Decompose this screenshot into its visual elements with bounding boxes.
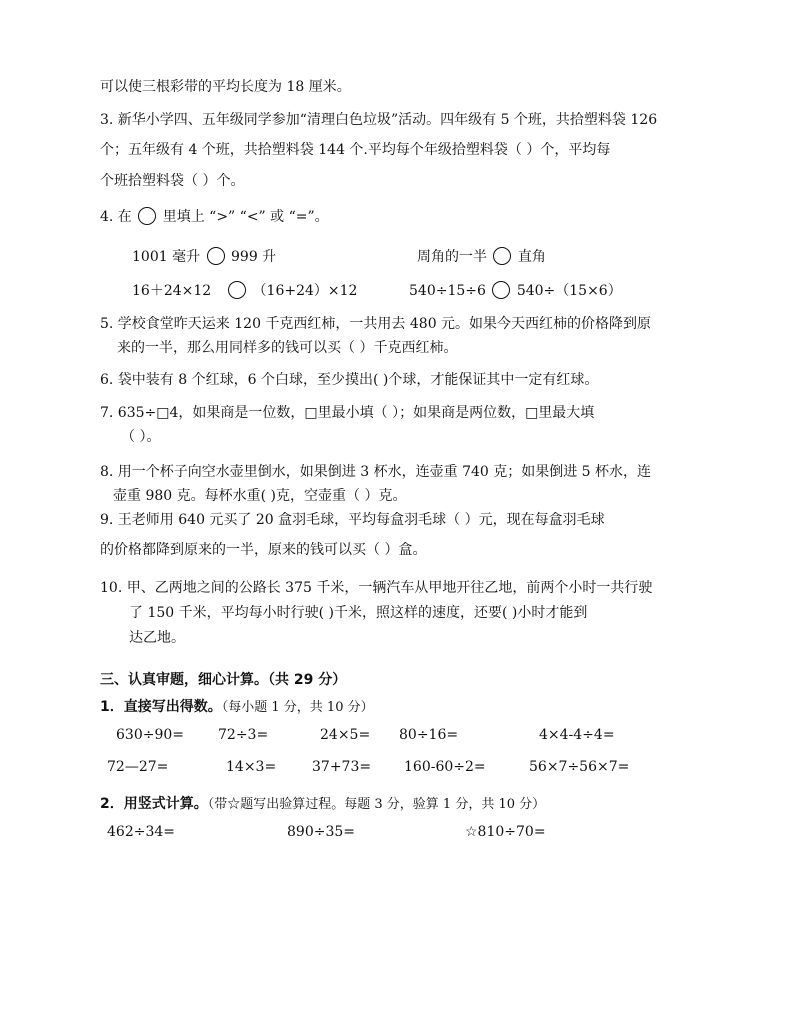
calc-item: 4×4-4÷4= [539,727,615,743]
answer-circle[interactable] [207,247,225,265]
q7-line2: （ ）。 [121,429,161,445]
q4-instruction: 里填上 “>” “<” 或 “=”。 [162,209,329,225]
q4-item-1-right: 999 升 [231,249,277,265]
vertical-calc-item: 890÷35= [287,824,355,840]
q10-line3: 达乙地。 [129,630,185,646]
calc-item: 630÷90= [116,727,184,743]
q9-line2: 的价格都降到原来的一半，原来的钱可以买（ ）盒。 [100,542,427,558]
part-1-title: 1．直接写出得数。 [100,699,222,715]
q10-line2: 了 150 千米，平均每小时行驶( )千米，照这样的速度，还要( )小时才能到 [129,605,588,621]
q4-item-1-left: 1001 毫升 [132,249,201,265]
answer-circle[interactable] [228,281,246,299]
q4-item-1 [132,247,276,267]
part-1-heading [100,697,374,718]
q5-line1: 5. 学校食堂昨天运来 120 千克西红柿，一共用去 480 元。如果今天西红柿的价格降到原 [100,316,652,332]
calc-item: 160-60÷2= [404,759,486,775]
section-3-title: 三、认真审题，细心计算。（共 29 分） [100,672,347,688]
q8-line1: 8. 用一个杯子向空水壶里倒水，如果倒进 3 杯水，连壶重 740 克；如果倒进 5 杯水，连 [100,464,652,480]
q4-prefix: 4. 在 [100,209,132,225]
calc-item: 72—27= [107,759,169,775]
q3-line3: 个班拾塑料袋（ ）个。 [100,173,245,189]
q4-item-2-left: 周角的一半 [417,249,487,265]
q2-tail: 可以使三根彩带的平均长度为 18 厘米。 [100,79,351,95]
q4-item-4-left: 540÷15÷6 [409,283,486,299]
q10-line1: 10. 甲、乙两地之间的公路长 375 千米，一辆汽车从甲地开往乙地，前两个小时一共行驶 [100,580,653,596]
q8-line2: 壶重 980 克。每杯水重( )克，空壶重（ ）克。 [113,488,407,504]
circle-icon [138,207,156,225]
q4-item-2 [417,247,546,267]
calc-item: 37+73= [312,759,372,775]
vertical-calc-item: 462÷34= [107,824,175,840]
q9-line1: 9. 王老师用 640 元买了 20 盒羽毛球，平均每盒羽毛球（ ）元，现在每盒羽毛球 [100,512,605,528]
q4-item-4 [409,281,622,301]
calc-item: 80÷16= [399,727,459,743]
q7-line1: 7. 635÷□4，如果商是一位数，□里最小填（ ）；如果商是两位数，□里最大填 [100,405,595,421]
q4-item-3 [132,281,357,301]
calc-item: 14×3= [226,759,277,775]
q6-line1: 6. 袋中装有 8 个红球，6 个白球，至少摸出( )个球，才能保证其中一定有红球。 [100,372,599,388]
calc-item: 72÷3= [218,727,269,743]
vertical-calc-item: ☆810÷70= [465,824,546,840]
q4-item-4-right: 540÷（15×6） [516,283,622,299]
q4-item-3-left: 16＋24×12 [132,283,212,299]
part-2-note: （带☆题写出验算过程。每题 3 分，验算 1 分，共 10 分） [207,797,546,812]
q4-line [100,207,329,227]
part-2-title: 2．用竖式计算。 [100,796,208,812]
q4-item-3-right: （16+24）×12 [252,283,358,299]
q3-line2: 个；五年级有 4 个班，共拾塑料袋 144 个.平均每个年级拾塑料袋（ ）个，平均每 [100,142,611,158]
calc-item: 56×7÷56×7= [529,759,630,775]
answer-circle[interactable] [492,281,510,299]
part-2-heading [100,794,545,815]
q4-item-2-right: 直角 [517,249,546,265]
calc-item: 24×5= [320,727,371,743]
q5-line2: 来的一半，那么用同样多的钱可以买（ ）千克西红柿。 [117,340,458,356]
q3-line1: 3. 新华小学四、五年级同学参加“清理白色垃圾”活动。四年级有 5 个班，共拾塑料袋 126 [100,112,658,128]
part-1-note: （每小题 1 分，共 10 分） [221,700,374,715]
answer-circle[interactable] [493,247,511,265]
